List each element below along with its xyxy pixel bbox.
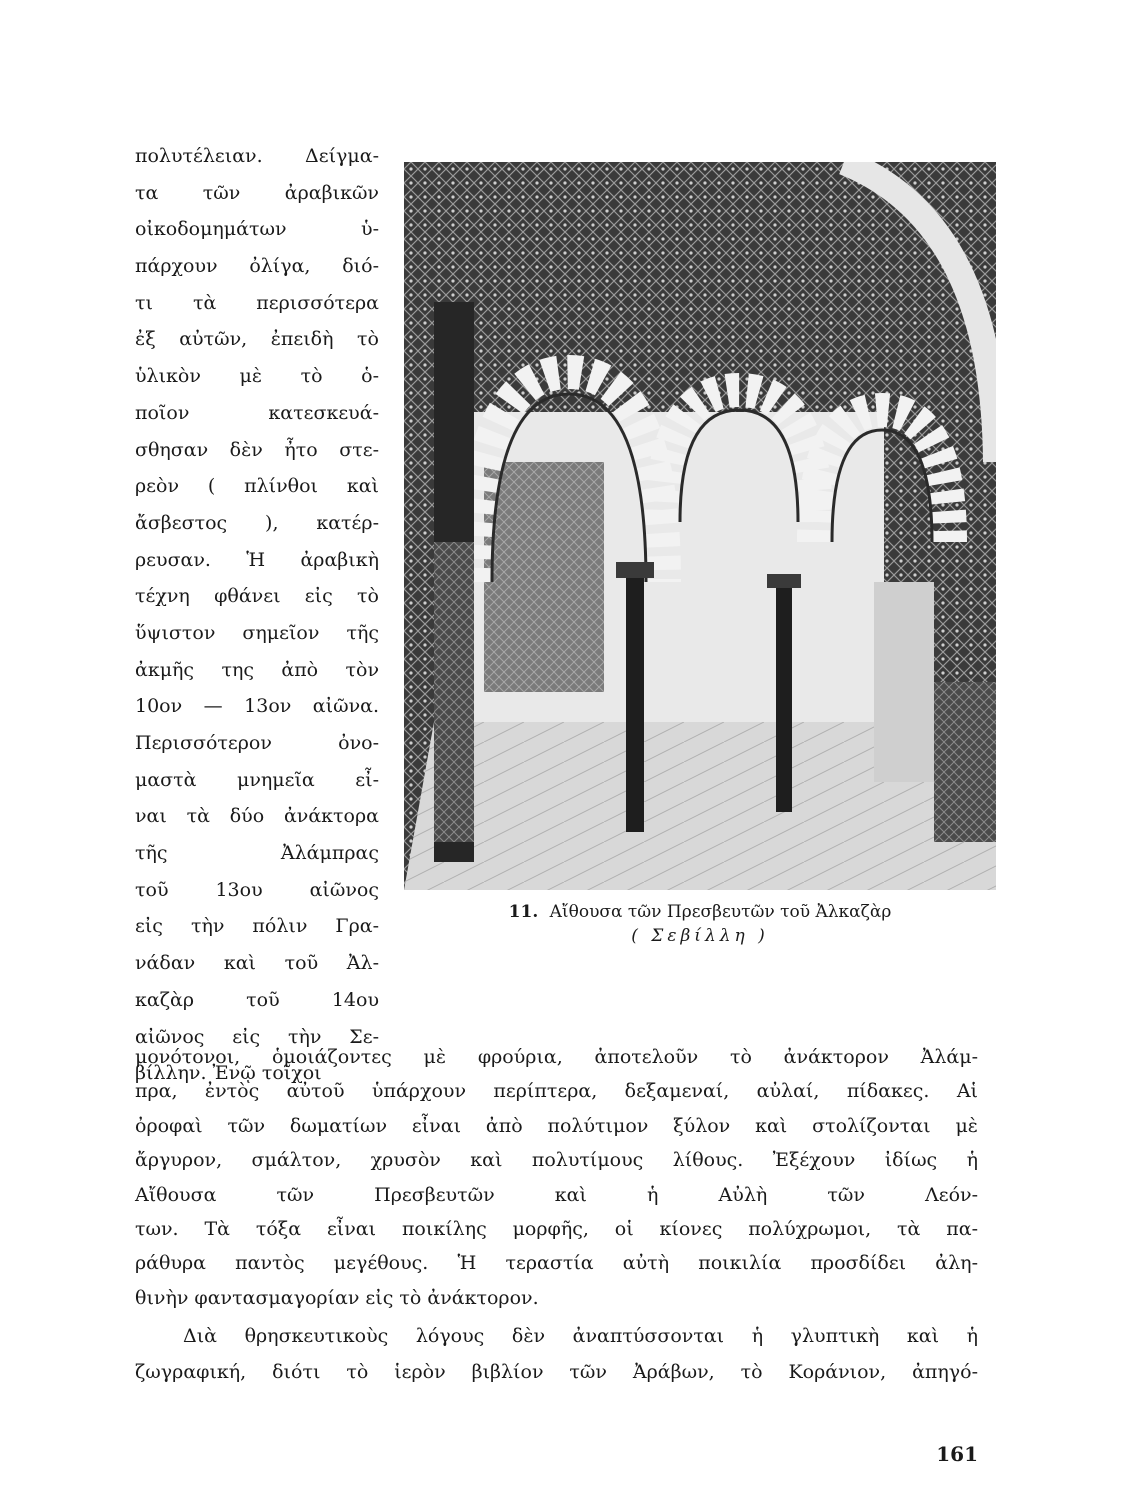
full-width-text (135, 1040, 978, 1315)
text-line: ὀροφαὶ τῶν δωματίων εἶναι ἀπὸ πολύτιμον ξύλον καὶ στολίζονται μὲ (135, 1114, 978, 1137)
text-line: μονότονοι, ὁμοιάζοντες μὲ φρούρια, ἀποτελοῦν τὸ ἀνάκτορον Ἀλάμ- (135, 1046, 978, 1068)
text-line: οἰκοδομημάτων ὑ- (135, 218, 379, 241)
text-line: ὑλικὸν μὲ τὸ ὁ- (135, 365, 379, 388)
text-line: ἐξ αὐτῶν, ἐπειδὴ τὸ (135, 328, 379, 351)
text-line: των. Τὰ τόξα εἶναι ποικίλης μορφῆς, οἱ κίονες πολύχρωμοι, τὰ πα- (135, 1217, 978, 1240)
text-line: ρεὸν ( πλίνθοι καὶ (135, 475, 379, 498)
text-line: Διὰ θρησκευτικοὺς λόγους δὲν ἀναπτύσσονται ἡ γλυπτικὴ καὶ ἡ (183, 1325, 978, 1347)
text-line: τῆς Ἀλάμπρας (135, 842, 379, 865)
text-line: Περισσότερον ὀνο- (135, 732, 379, 754)
text-line: μαστὰ μνημεῖα εἶ- (135, 768, 379, 791)
text-line: ναι τὰ δύο ἀνάκτορα (135, 805, 379, 828)
text-line: νάδαν καὶ τοῦ Ἀλ- (135, 952, 379, 975)
figure-caption-text: Αἴθουσα τῶν Πρεσβευτῶν τοῦ Ἀλκαζὰρ (549, 902, 892, 922)
figure-photo-hall-of-ambassadors (404, 162, 996, 890)
text-line: αἰῶνος εἰς τὴν Σε- (135, 1025, 379, 1048)
text-line: πολυτέλειαν. Δείγμα- (135, 145, 379, 167)
text-line: ἀκμῆς της ἀπὸ τὸν (135, 658, 379, 681)
text-line: σθησαν δὲν ἦτο στε- (135, 438, 379, 461)
text-line: ποῖον κατεσκευά- (135, 401, 379, 424)
text-line: 10ον — 13ον αἰῶνα. (135, 695, 379, 718)
text-line: ρευσαν. Ἡ ἀραβικὴ (135, 548, 379, 571)
text-line: πάρχουν ὀλίγα, διό- (135, 255, 379, 278)
text-line: καζὰρ τοῦ 14ου (135, 988, 379, 1011)
text-line: βίλλην. Ἐνῷ τοῖχοι (135, 1062, 322, 1085)
text-line: ράθυρα παντὸς μεγέθους. Ἡ τεραστία αὐτὴ ποικιλία προσδίδει ἀλη- (135, 1252, 978, 1275)
figure-number: 11. (508, 902, 539, 922)
text-line: ζωγραφική, διότι τὸ ἱερὸν βιβλίον τῶν Ἀράβων, τὸ Κοράνιον, ἀπηγό- (135, 1361, 978, 1383)
text-line: θινὴν φαντασμαγορίαν εἰς τὸ ἀνάκτορον. (135, 1286, 539, 1309)
figure-caption (404, 902, 996, 946)
text-line: ἄσβεστος ), κατέρ- (135, 511, 379, 534)
second-paragraph (135, 1318, 978, 1390)
text-line: τέχνη φθάνει εἰς τὸ (135, 585, 379, 608)
text-line: τι τὰ περισσότερα (135, 291, 379, 314)
text-line: τοῦ 13ου αἰῶνος (135, 878, 379, 901)
text-line: τα τῶν ἀραβικῶν (135, 181, 379, 204)
text-line: ὕψιστον σημεῖον τῆς (135, 621, 379, 644)
text-line: εἰς τὴν πόλιν Γρα- (135, 915, 379, 938)
page-number: 161 (936, 1442, 978, 1466)
photo-illustration (404, 162, 996, 890)
text-line: Αἴθουσα τῶν Πρεσβευτῶν καὶ ἡ Αὐλὴ τῶν Λεόν- (135, 1183, 978, 1206)
text-line: ἄργυρον, σμάλτον, χρυσὸν καὶ πολυτίμους λίθους. Ἐξέχουν ἰδίως ἡ (135, 1149, 978, 1172)
figure-caption-place: ( Σεβίλλη ) (631, 926, 769, 946)
left-column-text (135, 138, 379, 1092)
text-line: πρα, ἐντὸς αὐτοῦ ὑπάρχουν περίπτερα, δεξαμεναί, αὐλαί, πίδακες. Αἱ (135, 1080, 978, 1103)
